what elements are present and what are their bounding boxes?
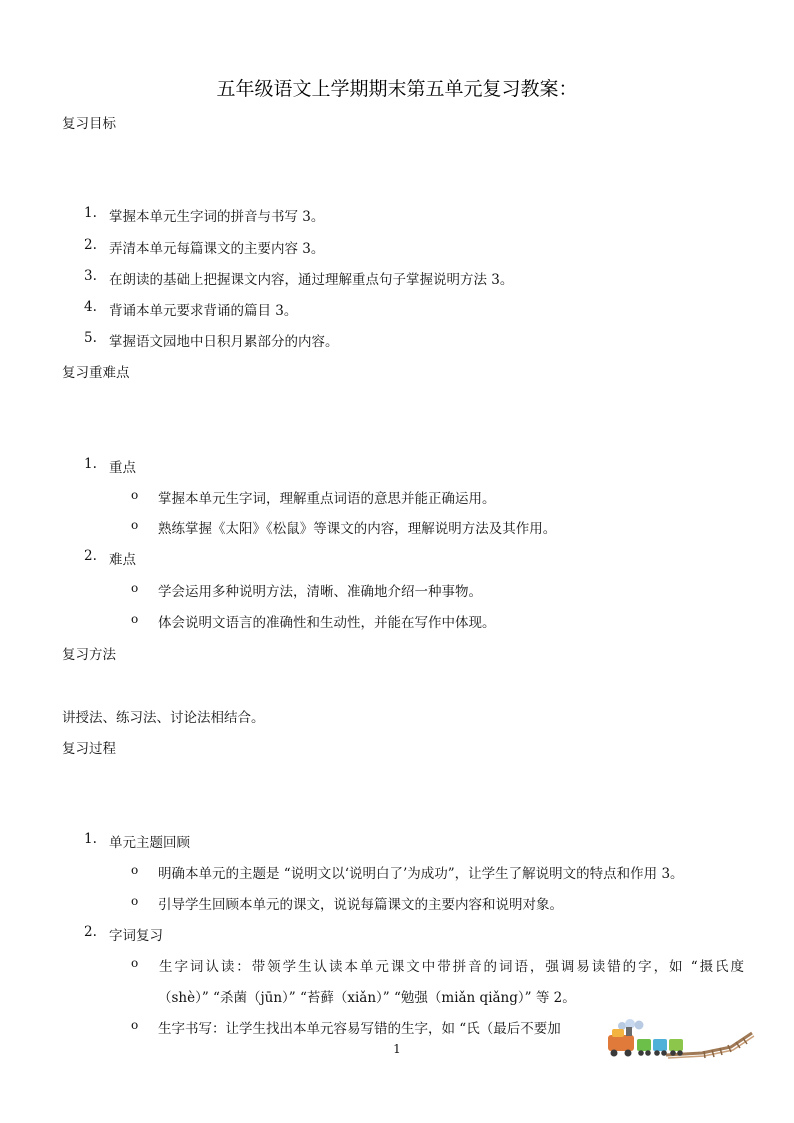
list-number: 5. [84,330,97,346]
list-item: 掌握本单元生字词的拼音与书写 3。 [109,209,325,225]
list-item: 弄清本单元每篇课文的主要内容 3。 [109,241,325,257]
list-label-theme-review: 单元主题回顾 [109,835,190,851]
sub-list-item: 生字书写：让学生找出本单元容易写错的生字，如 “氏（最后不要加 [158,1021,561,1037]
list-number: 1. [84,456,97,472]
list-number: 4. [84,299,97,315]
methods-paragraph: 讲授法、练习法、讨论法相结合。 [62,710,265,726]
section-heading-difficulties: 复习重难点 [62,365,130,381]
list-item: 在朗读的基础上把握课文内容，通过理解重点句子掌握说明方法 3。 [109,272,514,288]
list-item: 背诵本单元要求背诵的篇目 3。 [109,303,298,319]
sub-list-item: 体会说明文语言的准确性和生动性，并能在写作中体现。 [158,615,496,631]
sub-list-item: 生字词认读：带领学生认读本单元课文中带拼音的词语，强调易读错的字，如 “摄氏度 [159,959,744,975]
page-number: 1 [393,1042,401,1056]
list-number: 1. [84,205,97,221]
list-number: 1. [84,831,97,847]
list-item: 掌握语文园地中日积月累部分的内容。 [109,334,339,350]
bullet-icon: o [131,612,139,626]
list-label-vocab-review: 字词复习 [109,928,163,944]
section-heading-goals: 复习目标 [62,116,116,132]
sub-list-item: 引导学生回顾本单元的课文，说说每篇课文的主要内容和说明对象。 [158,897,563,913]
sub-list-item-continuation: （shè）” “杀菌（jūn）” “苔藓（xiǎn）” “勉强（miǎn qiǎng）” 等 2。 [158,990,576,1006]
page-title: 五年级语文上学期期末第五单元复习教案： [216,78,578,100]
list-number: 2. [84,548,97,564]
section-heading-process: 复习过程 [62,741,116,757]
bullet-icon: o [131,518,139,532]
list-number: 2. [84,237,97,253]
list-label-key-points: 重点 [109,460,136,476]
bullet-icon: o [131,956,139,970]
list-number: 3. [84,268,97,284]
list-number: 2. [84,924,97,940]
bullet-icon: o [131,863,139,877]
sub-list-item: 掌握本单元生字词，理解重点词语的意思并能正确运用。 [158,491,496,507]
bullet-icon: o [131,1018,139,1032]
sub-list-item: 熟练掌握《太阳》《松鼠》等课文的内容，理解说明方法及其作用。 [158,521,557,537]
toy-train-icon [606,1013,756,1063]
bullet-icon: o [131,488,139,502]
section-heading-methods: 复习方法 [62,647,116,663]
bullet-icon: o [131,581,139,595]
list-label-difficulties: 难点 [109,552,136,568]
sub-list-item: 学会运用多种说明方法，清晰、准确地介绍一种事物。 [158,584,482,600]
sub-list-item: 明确本单元的主题是 “说明文以‘说明白了’为成功”，让学生了解说明文的特点和作用 3。 [158,866,684,882]
bullet-icon: o [131,894,139,908]
